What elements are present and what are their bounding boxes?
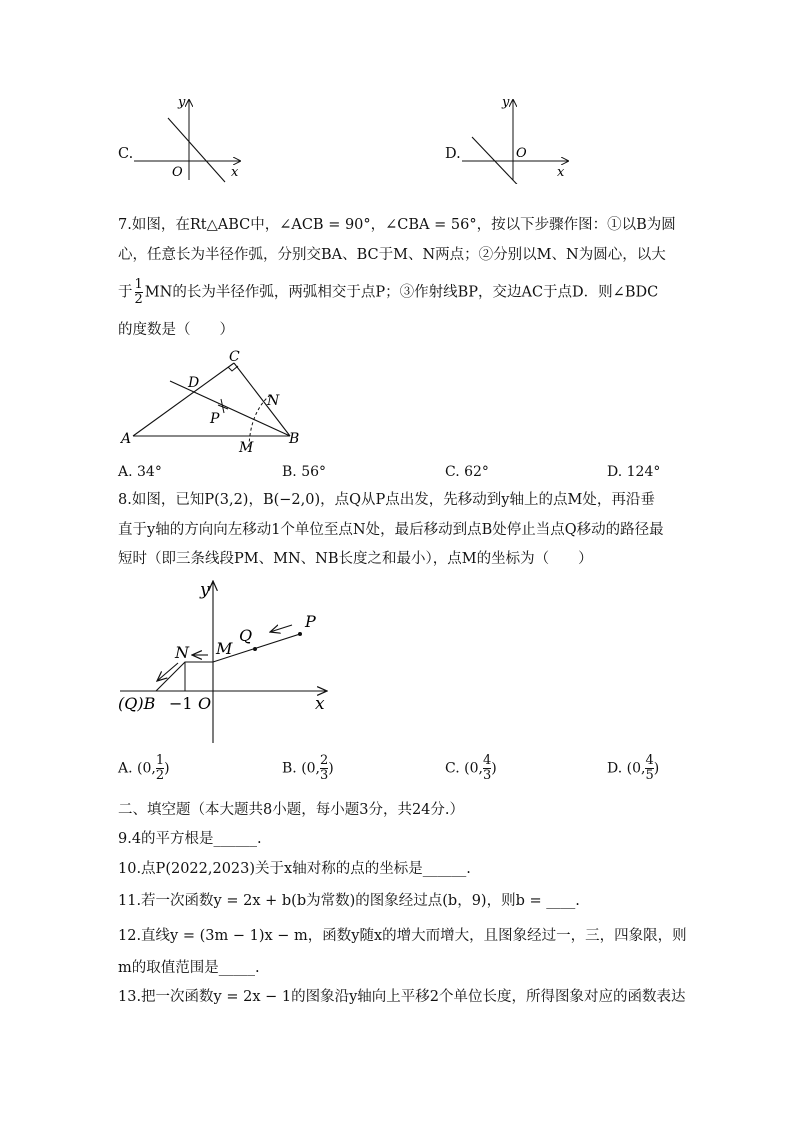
label-o: O xyxy=(198,694,212,713)
x-label: x xyxy=(315,694,325,714)
q11: 11.若一次函数y = 2x + b(b为常数)的图象经过点(b，9)，则b = ____. xyxy=(118,893,580,909)
q6-graph-d xyxy=(456,94,576,184)
label-d: D xyxy=(188,375,200,391)
q8-option-d: D. (0, $\frac{4}{5}$ ) xyxy=(607,753,660,783)
origin-label: O xyxy=(172,165,183,180)
q7-option-d: D. 124° xyxy=(607,464,661,480)
q7-line-2: 心，任意长为半径作弧，分别交BA、BC于M、N两点；②分别以M、N为圆心，以大 xyxy=(118,247,666,263)
arrow-p-to-q xyxy=(270,625,292,632)
q7-option-b: B. 56° xyxy=(282,464,327,480)
q7-line-1: 7.如图，在Rt△ABC中，∠ACB = 90°，∠CBA = 56°，按以下步骤作图：①以B为圆 xyxy=(118,217,676,233)
label-p: P xyxy=(305,612,316,631)
q6-option-c-label: C. xyxy=(118,146,134,162)
label-n: N xyxy=(175,643,189,662)
q8-option-b: B. (0, $\frac{2}{3}$ ) xyxy=(282,753,334,783)
q10: 10.点P(2022,2023)关于x轴对称的点的坐标是______. xyxy=(118,861,471,877)
label-m: M xyxy=(216,639,233,658)
x-axis-label: x xyxy=(231,165,239,180)
label-n: N xyxy=(267,393,280,409)
q7-triangle-figure xyxy=(118,345,313,455)
y-axis-label: y xyxy=(178,95,186,110)
q8-line-2: 直于y轴的方向向左移动1个单位至点N处，最后移动到点B处停止当点Q移动的路径最 xyxy=(118,522,664,538)
q7-option-a: A. 34° xyxy=(118,464,162,480)
q8-line-3: 短时（即三条线段PM、MN、NB长度之和最小），点M的坐标为（ ） xyxy=(118,551,593,567)
label-a: A xyxy=(121,431,132,447)
label-minus-1: −1 xyxy=(169,694,193,713)
y-axis-label: y xyxy=(502,95,510,110)
label-c: C xyxy=(229,349,240,365)
q6-option-d-label: D. xyxy=(445,146,461,162)
q7-option-c: C. 62° xyxy=(445,464,489,480)
fraction-half: $\frac{1}{2}$ xyxy=(134,277,143,307)
side-bc xyxy=(234,363,290,436)
label-m: M xyxy=(239,440,254,455)
label-p: P xyxy=(210,411,220,427)
q12-line-1: 12.直线y = (3m − 1)x − m，函数y随x的增大而增大，且图象经过一，三，四象限，则 xyxy=(118,928,687,944)
label-q: Q xyxy=(239,626,253,645)
q6-graph-c xyxy=(128,94,248,184)
y-label: y xyxy=(200,580,210,600)
q7-line-4: 的度数是（ ） xyxy=(118,322,234,338)
point-p xyxy=(298,632,302,636)
q8-path-figure xyxy=(112,575,337,747)
q8-option-c: C. (0, $\frac{4}{3}$ ) xyxy=(445,753,497,783)
q13: 13.把一次函数y = 2x − 1的图象沿y轴向上平移2个单位长度，所得图象对应的函数表达 xyxy=(118,989,686,1005)
q8-line-1: 8.如图，已知P(3,2)，B(−2,0)，点Q从P点出发，先移动到y轴上的点M处，再沿垂 xyxy=(118,492,655,508)
q7-line-3: 于 $\frac{1}{2}$ MN的长为半径作弧，两弧相交于点P；③作射线BP，交边AC于点D．则∠BDC xyxy=(118,277,659,307)
x-axis-label: x xyxy=(557,165,565,180)
label-qb: (Q)B xyxy=(118,694,156,713)
label-b: B xyxy=(289,431,300,447)
q8-option-a: A. (0, $\frac{1}{2}$ ) xyxy=(118,753,170,783)
origin-label: O xyxy=(516,146,527,161)
q9: 9.4的平方根是______. xyxy=(118,831,262,847)
section-2-heading: 二、填空题（本大题共8小题，每小题3分，共24分.） xyxy=(118,802,465,818)
point-q xyxy=(253,647,257,651)
q12-line-2: m的取值范围是_____. xyxy=(118,960,260,976)
